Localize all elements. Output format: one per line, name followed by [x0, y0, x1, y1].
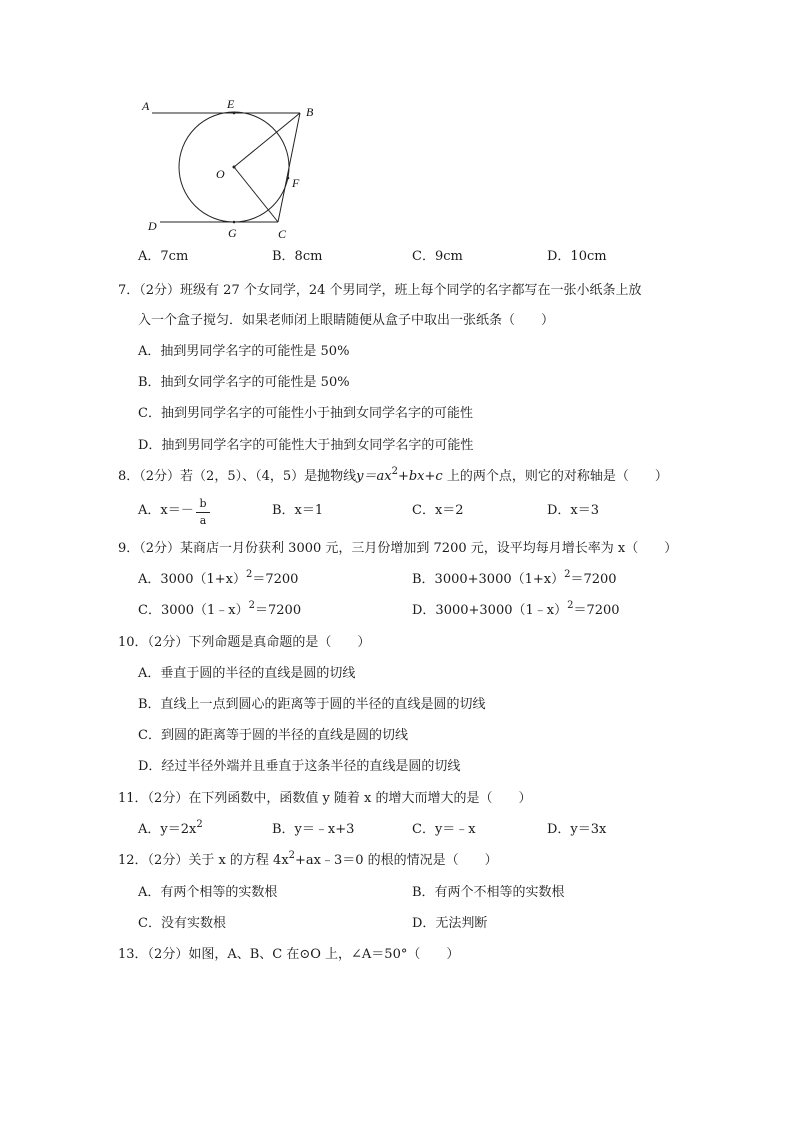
q10-option-a: A．垂直于圆的半径的直线是圆的切线 [138, 666, 356, 681]
q9-option-b-sup: 2 [564, 569, 571, 580]
q9-option-d-sup: 2 [567, 600, 574, 611]
q8-eq-a: y＝ax [356, 469, 392, 484]
label-O: O [216, 167, 225, 181]
q10-option-d: D．经过半径外端并且垂直于这条半径的直线是圆的切线 [138, 759, 461, 774]
q9-option-c-sup: 2 [248, 600, 256, 611]
q9-option-b [412, 571, 617, 590]
q10-option-b: B．直线上一点到圆心的距离等于圆的半径的直线是圆的切线 [138, 697, 486, 712]
q11-option-a-pre: A．y＝2x [138, 822, 197, 837]
label-D: D [148, 219, 157, 233]
q7-stem-line2: 入一个盒子搅匀．如果老师闭上眼睛随便从盒子中取出一张纸条（ ） [138, 313, 555, 328]
q9-stem: 9．（2分）某商店一月份获利 3000 元，三月份增加到 7200 元，设平均每月增长率为 x（ ） [118, 541, 678, 556]
q7-option-c: C．抽到男同学名字的可能性小于抽到女同学名字的可能性 [138, 406, 473, 421]
q6-option-d: D．10cm [547, 249, 607, 264]
q9-option-a-post: ＝7200 [252, 572, 299, 587]
q12-stem-post: +ax﹣3＝0 的根的情况是（ ） [295, 853, 498, 868]
q8-stem-prefix: 8．（2分）若（2，5）、（4，5）是抛物线 [118, 469, 357, 484]
label-B: B [306, 105, 314, 119]
q12-option-d: D．无法判断 [412, 916, 488, 931]
q12-option-c: C．没有实数根 [138, 916, 226, 931]
q8-eq-b: +bx+c [397, 469, 443, 484]
q6-option-a: A．7cm [138, 249, 189, 264]
label-C: C [278, 227, 287, 241]
q13-stem: 13．（2分）如图，A、B、C 在⊙O 上，∠A＝50°（ ） [118, 947, 460, 962]
q9-option-d-pre: D．3000+3000（1﹣x） [412, 603, 568, 618]
q9-option-c-pre: C．3000（1﹣x） [138, 603, 249, 618]
q8-fraction-numerator: b [199, 497, 207, 510]
line-OC [234, 167, 278, 222]
q9-option-b-pre: B．3000+3000（1+x） [412, 572, 565, 587]
q8-eq-sup: 2 [391, 466, 398, 477]
point-F [287, 177, 290, 180]
q9-option-a-sup: 2 [245, 569, 253, 580]
fraction-bar [196, 512, 210, 513]
q8-option-a: A．x＝－ [138, 503, 194, 518]
point-E [233, 112, 236, 115]
q12-stem [118, 852, 498, 871]
q12-stem-sup: 2 [288, 850, 296, 861]
label-F: F [292, 176, 300, 190]
q8-stem-suffix: 上的两个点，则它的对称轴是（ ） [442, 469, 668, 484]
point-G [233, 221, 236, 224]
q11-option-b: B．y＝﹣x+3 [272, 822, 355, 837]
label-A: A [142, 99, 150, 113]
label-G: G [228, 226, 237, 240]
q11-option-a [138, 821, 203, 840]
q9-option-a [138, 571, 298, 590]
q11-option-a-sup: 2 [196, 819, 203, 830]
q9-option-d-post: ＝7200 [573, 603, 620, 618]
q9-option-b-post: ＝7200 [570, 572, 617, 587]
q8-option-b: B．x＝1 [272, 503, 324, 518]
point-O [233, 166, 236, 169]
line-BC [278, 113, 300, 222]
q7-option-d: D．抽到男同学名字的可能性大于抽到女同学名字的可能性 [138, 438, 474, 453]
q8-option-c: C．x＝2 [412, 503, 464, 518]
q10-stem: 10．（2分）下列命题是真命题的是（ ） [118, 635, 371, 650]
q8-option-d: D．x＝3 [547, 503, 600, 518]
q7-option-b: B．抽到女同学名字的可能性是 50% [138, 375, 350, 390]
q12-stem-pre: 12．（2分）关于 x 的方程 4x [118, 853, 289, 868]
q7-option-a: A．抽到男同学名字的可能性是 50% [138, 344, 350, 359]
q9-option-a-pre: A．3000（1+x） [138, 572, 246, 587]
q6-option-c: C．9cm [412, 249, 463, 264]
q8-stem [118, 468, 668, 487]
q9-option-c-post: ＝7200 [255, 603, 302, 618]
q9-option-d [412, 602, 620, 621]
q7-stem-line1: 7．（2分）班级有 27 个女同学，24 个男同学，班上每个同学的名字都写在一张小纸条上放 [118, 283, 642, 298]
q9-option-c [138, 602, 301, 621]
circle-tangent-figure [130, 92, 330, 242]
q11-option-c: C．y＝﹣x [412, 822, 476, 837]
q10-option-c: C．到圆的距离等于圆的半径的直线是圆的切线 [138, 728, 408, 743]
label-E: E [227, 97, 235, 111]
q12-option-a: A．有两个相等的实数根 [138, 885, 278, 900]
q8-option-a-fraction [196, 497, 210, 528]
line-OB [234, 113, 300, 167]
q8-fraction-denominator: a [199, 514, 207, 527]
q12-option-b: B．有两个不相等的实数根 [412, 885, 565, 900]
q11-stem: 11．（2分）在下列函数中，函数值 y 随着 x 的增大而增大的是（ ） [118, 791, 532, 806]
q6-option-b: B．8cm [272, 249, 323, 264]
q11-option-d: D．y＝3x [547, 822, 607, 837]
